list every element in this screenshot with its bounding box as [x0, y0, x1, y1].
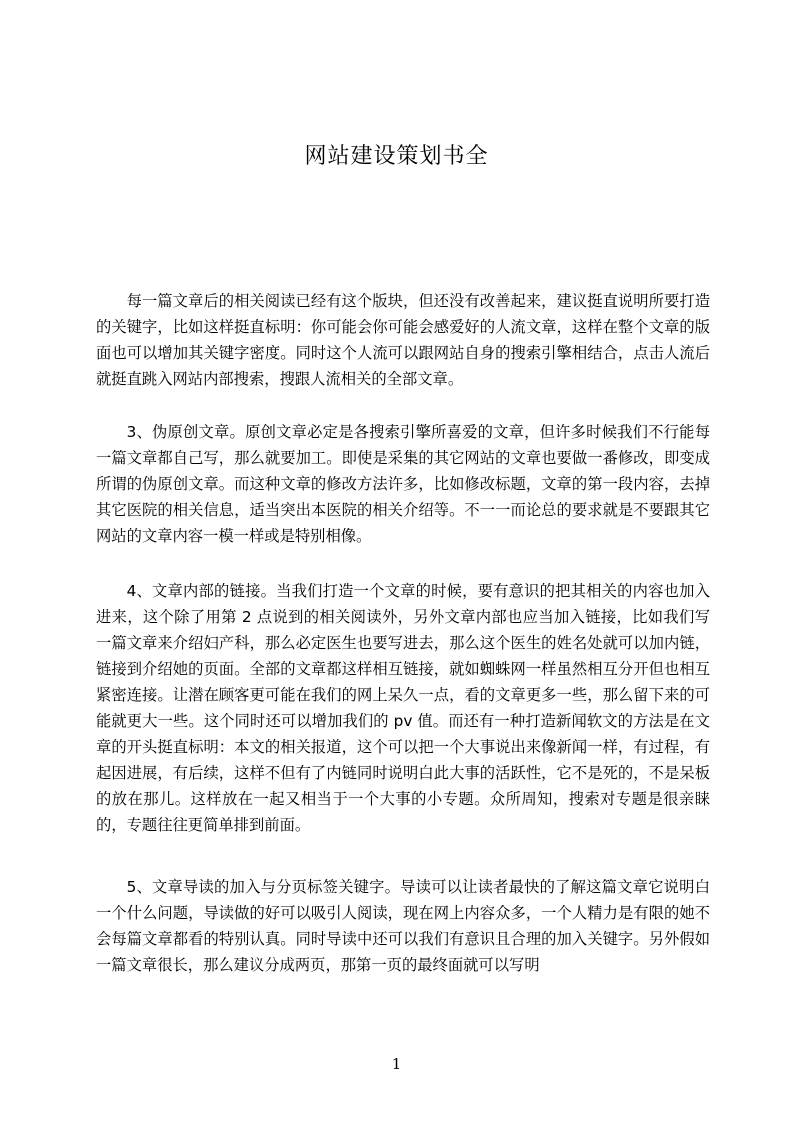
paragraph-related-reading: 每一篇文章后的相关阅读已经有这个版块，但还没有改善起来，建议挺直说明所要打造的关键字，比如这样挺直标明：你可能会你可能会感爱好的人流文章，这样在整个文章的版面也可以增加其关键字密度。同时这个人流可以跟网站自身的搜索引擎相结合，点击人流后就挺直跳入网站内部搜索，搜跟人流相关的全部文章。 [96, 292, 710, 388]
page-title: 网站建设策划书全 [304, 144, 489, 169]
paragraph-article-guide: 5、文章导读的加入与分页标签关键字。导读可以让读者最快的了解这篇文章它说明白一个什么问题，导读做的好可以吸引人阅读，现在网上内容众多，一个人精力是有限的她不会每篇文章都看的特别认真。同时导读中还可以我们有意识且合理的加入关键字。另外假如一篇文章很长，那么建议分成两页，那第一页的最终面就可以写明 [96, 878, 710, 974]
paragraph-pseudo-original: 3、伪原创文章。原创文章必定是各搜索引擎所喜爱的文章，但许多时候我们不行能每一篇文章都自己写，那么就要加工。即使是采集的其它网站的文章也要做一番修改，即变成所谓的伪原创文章。而这种文章的修改方法许多，比如修改标题，文章的第一段内容，去掉其它医院的相关信息，适当突出本医院的相关介绍等。不一一而论总的要求就是不要跟其它网站的文章内容一模一样或是特别相像。 [96, 423, 710, 545]
page-number: 1 [391, 1055, 402, 1073]
paragraph-internal-links: 4、文章内部的链接。当我们打造一个文章的时候，要有意识的把其相关的内容也加入进来，这个除了用第 2 点说到的相关阅读外，另外文章内部也应当加入链接，比如我们写一篇文章来介绍妇产科，那么必定医生也要写进去，那么这个医生的姓名处就可以加内链，链接到介绍她的页面。全部的文章都这样相互链接，就如蜘蛛网一样虽然相互分开但也相互紧密连接。让潜在顾客更可能在我们的网上呆久一点，看的文章更多一些，那么留下来的可能就更大一些。这个同时还可以增加我们的 pv 值。而还有一种打造新闻软文的方法是在文章的开头挺直标明：本文的相关报道，这个可以把一个大事说出来像新闻一样，有过程，有起因进展，有后续，这样不但有了内链同时说明白此大事的活跃性，它不是死的，不是呆板的放在那儿。这样放在一起又相当于一个大事的小专题。众所周知，搜索对专题是很亲睐的，专题往往更简单排到前面。 [96, 582, 710, 834]
